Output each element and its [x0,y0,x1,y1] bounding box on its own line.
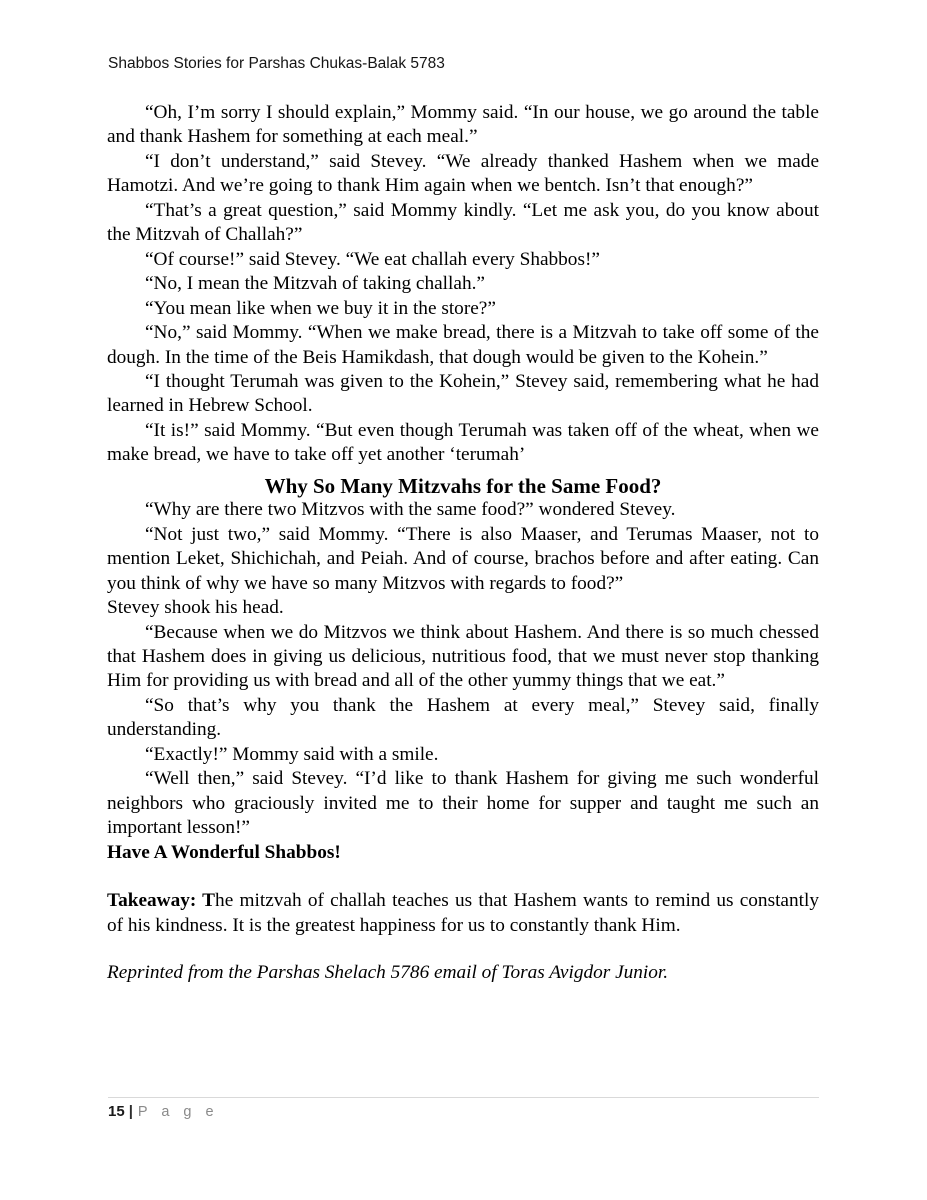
takeaway-text: he mitzvah of challah teaches us that Hashem wants to remind us constantly of his kindness. It is the greatest happiness for us to constantly thank Him. [107,890,819,936]
closing-line: Have A Wonderful Shabbos! [107,841,341,863]
story-paragraph: “I thought Terumah was given to the Kohein,” Stevey said, remembering what he had learned in Hebrew School. [107,370,819,417]
story-paragraph: “Of course!” said Stevey. “We eat challah every Shabbos!” [145,248,600,270]
page-number: 15 [108,1103,125,1120]
story-paragraph: “Exactly!” Mommy said with a smile. [145,743,439,765]
story-paragraph: Stevey shook his head. [107,597,284,619]
story-paragraph: “You mean like when we buy it in the store?” [145,297,496,319]
story-paragraph: “I don’t understand,” said Stevey. “We already thanked Hashem when we made Hamotzi. And we’re going to thank Him again when we bentch. Isn’t that enough?” [107,150,819,197]
story-paragraph: “That’s a great question,” said Mommy kindly. “Let me ask you, do you know about the Mitzvah of Challah?” [107,199,819,246]
takeaway-paragraph [107,889,819,938]
page-footer [108,1103,219,1120]
story-paragraph: “Why are there two Mitzvos with the same food?” wondered Stevey. [145,499,676,521]
story-paragraph: “Because when we do Mitzvos we think about Hashem. And there is so much chessed that Hashem does in giving us delicious, nutritious food, that we must never stop thanking Him for providing us with bread and all of the other yummy things that we eat.” [107,621,819,692]
reprint-credit: Reprinted from the Parshas Shelach 5786 email of Toras Avigdor Junior. [107,961,669,983]
story-paragraph: “Oh, I’m sorry I should explain,” Mommy said. “In our house, we go around the table and thank Hashem for something at each meal.” [107,102,819,148]
story-paragraph: “Not just two,” said Mommy. “There is also Maaser, and Terumas Maaser, not to mention Leket, Shichichah, and Peiah. And of course, brachos before and after eating. Can you think of why we have so many Mitzvos with regards to food?” [107,523,819,594]
document-body [107,101,819,985]
story-paragraph: “No,” said Mommy. “When we make bread, there is a Mitzvah to take off some of the dough. In the time of the Beis Hamikdash, that dough would be given to the Kohein.” [107,322,819,368]
takeaway-label: Takeaway: T [107,890,216,912]
story-paragraph: “So that’s why you thank the Hashem at every meal,” Stevey said, finally understanding. [107,694,819,741]
footer-divider [108,1097,819,1098]
story-paragraph: “It is!” said Mommy. “But even though Terumah was taken off of the wheat, when we make bread, we have to take off yet another ‘terumah’ [107,419,819,466]
page-header-title: Shabbos Stories for Parshas Chukas-Balak 5783 [108,55,445,72]
page-word-label: P a g e [137,1104,219,1120]
section-heading: Why So Many Mitzvahs for the Same Food? [264,473,662,498]
story-paragraph: “Well then,” said Stevey. “I’d like to thank Hashem for giving me such wonderful neighbors who graciously invited me to their home for supper and taught me such an important lesson!” [107,768,819,839]
story-paragraph: “No, I mean the Mitzvah of taking challah.” [145,273,485,295]
footer-separator: | [128,1103,133,1120]
